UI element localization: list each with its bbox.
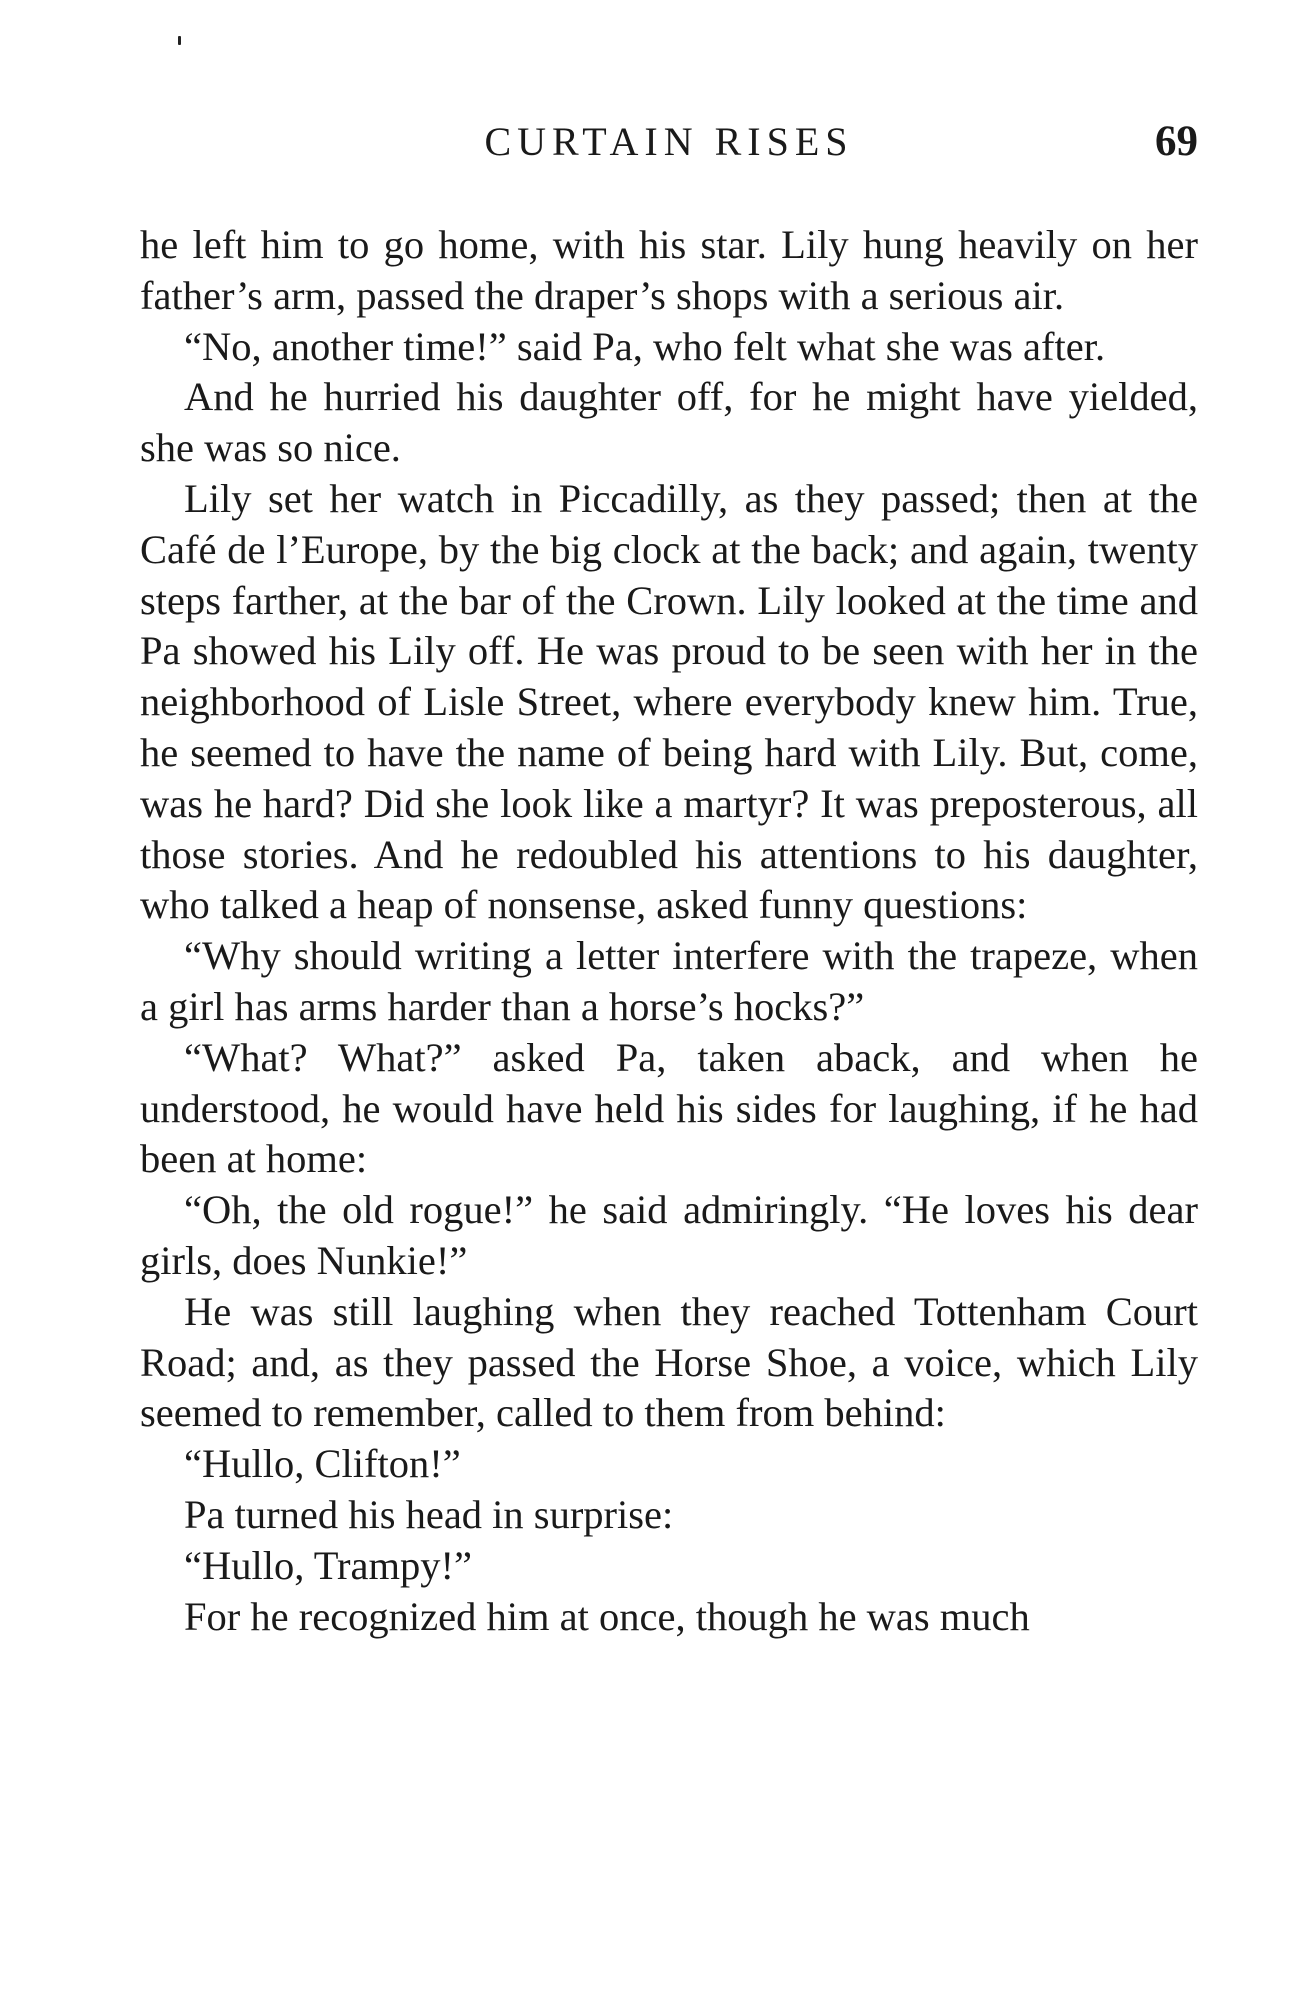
chapter-title: CURTAIN RISES <box>484 119 854 164</box>
paragraph: “What? What?” asked Pa, taken aback, and when he understood, he would have held his sides for laughing, if he had been at home: <box>140 1034 1198 1182</box>
paragraph: “No, another time!” said Pa, who felt what she was after. <box>184 323 1106 369</box>
page-number: 69 <box>1155 118 1198 165</box>
paragraph: “Why should writing a letter interfere with the trapeze, when a girl has arms harder than a horse’s hocks?” <box>140 933 1198 1029</box>
paragraph: Lily set her watch in Piccadilly, as they passed; then at the Café de l’Europe, by the big clock at the back; and again, twenty steps farther, at the bar of the Crown. Lily looked at the time and Pa showed his Lily off. He was proud to be seen with her in the neighborhood of Lisle Street, where everybody knew him. True, he seemed to have the name of being hard with Lily. But, come, was he hard? Did she look like a martyr? It was preposterous, all those stories. And he redoubled his attentions to his daughter, who talked a heap of nonsense, asked funny questions: <box>140 475 1198 928</box>
paragraph: For he recognized him at once, though he was much <box>184 1593 1030 1639</box>
body-text <box>140 220 1198 1642</box>
paragraph: “Oh, the old rogue!” he said admiringly. “He loves his dear girls, does Nunkie!” <box>140 1187 1198 1283</box>
paragraph: He was still laughing when they reached Tottenham Court Road; and, as they passed the Horse Shoe, a voice, which Lily seemed to remember, called to them from behind: <box>140 1288 1198 1436</box>
paragraph: And he hurried his daughter off, for he might have yielded, she was so nice. <box>140 374 1198 471</box>
running-head <box>140 112 1198 172</box>
paragraph: “Hullo, Clifton!” <box>184 1441 461 1487</box>
paragraph: Pa turned his head in surprise: <box>184 1491 674 1537</box>
ink-speck <box>178 36 181 45</box>
paragraph-continued: he left him to go home, with his star. Lily hung heavily on her father’s arm, passed the draper’s shops with a serious air. <box>140 222 1198 318</box>
paragraph: “Hullo, Trampy!” <box>184 1542 472 1588</box>
